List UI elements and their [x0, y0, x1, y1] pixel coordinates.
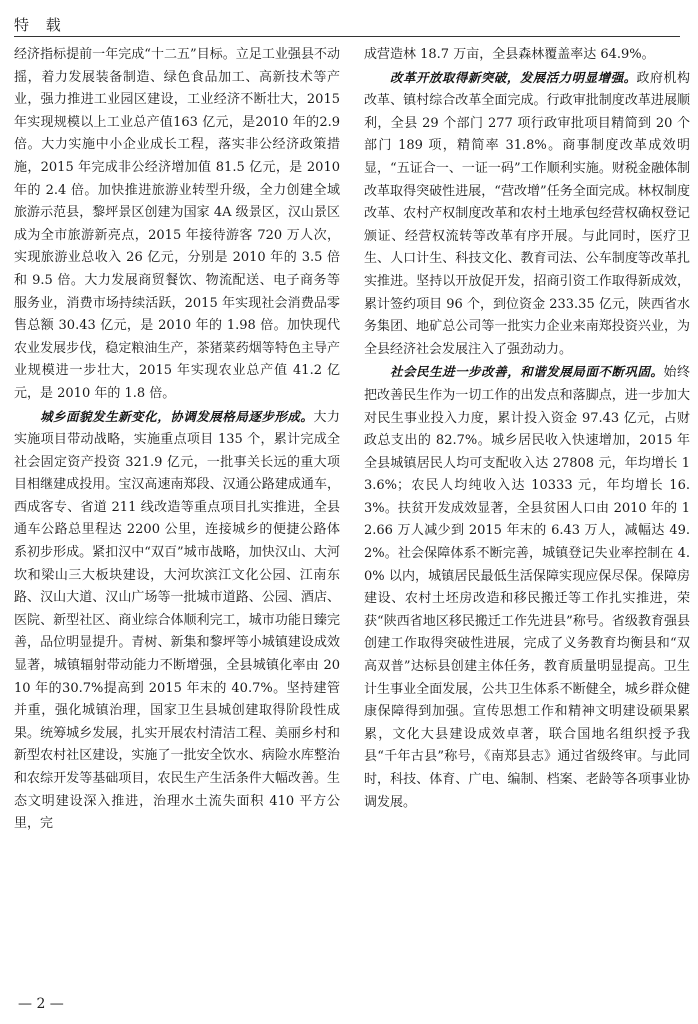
paragraph-lead: 城乡面貌发生新变化，协调发展格局逐步形成。 — [40, 408, 314, 424]
paragraph-body: 政府机构改革、镇村综合改革全面完成。行政审批制度改革进展顺利，全县 29 个部门 277 项行政审批项目精简到 20 个部门 189 项，精简率 31.8%。商事制度改革成效明显，“五证合一、一证一码”工作顺利实施。财税金融体制改革取得突破性进展，“营改增”任务全面完成。林权制度改革、农村产权制度改革和农村土地承包经营权确权登记颁证、经营权流转等改革有序开展。与此同时，医疗卫生、人口计生、科技文化、教育司法、公车制度等改革扎实推进。坚持以开放促开发，招商引资工作取得新成效，累计签约项目 96 个，到位资金 233.35 亿元，陕西省水务集团、地矿总公司等一批实力企业来南郑投资兴业，为全县经济社会发展注入了强劲动力。 — [364, 70, 690, 357]
page-number: — 2 — — [18, 996, 64, 1012]
paragraph-lead: 改革开放取得新突破，发展活力明显增强。 — [390, 69, 637, 85]
left-column — [14, 44, 340, 836]
running-header — [14, 8, 680, 37]
paragraph-body: 大力实施项目带动战略，实施重点项目 135 个，累计完成全社会固定资产投资 321.9 亿元，一批事关长远的重大项目相继建成投用。宝汉高速南郑段、汉通公路建成通车，西成客专、省道 211 线改造等重点项目扎实推进，全县通车公路总里程达 2200 公里，连接城乡的便捷公路体系初步形成。紧扣汉中“双百”城市战略，加快汉山、大河坎和梁山三大板块建设，大河坎滨江文化公园、江南东路、汉山大道、汉山广场等一批城市道路、公园、酒店、医院、新型社区、商业综合体顺利完工，城市功能日臻完善，品位明显提升。青树、新集和黎坪等小城镇建设成效显著，城镇辐射带动能力不断增强，全县城镇化率由 2010 年的30.7%提高到 2015 年末的 40.7%。坚持建管并重，强化城镇治理，国家卫生县城创建取得阶段性成果。统筹城乡发展，扎实开展农村清洁工程、美丽乡村和新型农村社区建设，实施了一批安全饮水、病险水库整治和农综开发等基础项目，农民生产生活条件大幅改善。生态文明建设深入推进，治理水土流失面积 410 平方公里，完 — [14, 409, 340, 832]
paragraph-urban-rural — [14, 406, 340, 836]
right-column — [364, 44, 690, 814]
paragraph-economy: 经济指标提前一年完成“十二五”目标。立足工业强县不动摇，着力发展装备制造、绿色食品加工、高新技术等产业，强力推进工业园区建设，工业经济不断壮大，2015 年实现规模以上工业总产值163 亿元，是2010 年的2.9 倍。大力实施中小企业成长工程，落实非公经济政策措施，2015 年完成非公经济增加值 81.5 亿元，是 2010 年的 2.4 倍。加快推进旅游业转型升级，全力创建全域旅游示范县，黎坪景区创建为国家 4A 级景区，汉山景区成为全市旅游新亮点，2015 年接待游客 720 万人次，实现旅游业总收入 26 亿元，分别是 2010 年的 3.5 倍和 9.5 倍。大力发展商贸餐饮、物流配送、电子商务等服务业，消费市场持续活跃，2015 年实现社会消费品零售总额 30.43 亿元，是 2010 年的 1.98 倍。加快现代农业发展步伐，稳定粮油生产，茶猪菜药烟等特色主导产业规模进一步壮大，2015 年实现农业总产值 41.2 亿元，是 2010 年的 1.8 倍。 — [14, 47, 340, 401]
paragraph-forest: 成营造林 18.7 万亩，全县森林覆盖率达 64.9%。 — [364, 47, 655, 62]
paragraph-reform — [364, 67, 690, 362]
section-label: 特 载 — [14, 16, 67, 34]
paragraph-lead: 社会民生进一步改善，和谐发展局面不断巩固。 — [390, 364, 664, 380]
paragraph-body: 始终把改善民生作为一切工作的出发点和落脚点，进一步加大对民生事业投入力度，累计投入资金 97.43 亿元，占财政总支出的 82.7%。城乡居民收入快速增加，2015 年全县城镇居民人均可支配收入达 27808 元，年均增长 13.6%；农民人均纯收入达 10333 元，年均增长 16.3%。扶贫开发成效显著，全县贫困人口由 2010 年的 12.66 万人减少到 2015 年末的 6.43 万人，减幅达 49.2%。社会保障体系不断完善，城镇登记失业率控制在 4.0% 以内，城镇居民最低生活保障实现应保尽保。保障房建设、农村土坯房改造和移民搬迁等工作扎实推进，荣获“陕西省地区移民搬迁工作先进县”称号。省级教育强县创建工作取得突破性进展，完成了义务教育均衡县和“双高双普”达标县创建主体任务，教育质量明显提高。卫生计生事业全面发展，公共卫生体系不断健全，城乡群众健康保障得到加强。宣传思想工作和精神文明建设硕果累累，文化大县建设成效卓著，联合国地名组织授予我县“千年古县”称号，《南郑县志》通过省级终审。与此同时，科技、体育、广电、编制、档案、老龄等各项事业协调发展。 — [364, 365, 690, 810]
paragraph-livelihood — [364, 361, 690, 814]
